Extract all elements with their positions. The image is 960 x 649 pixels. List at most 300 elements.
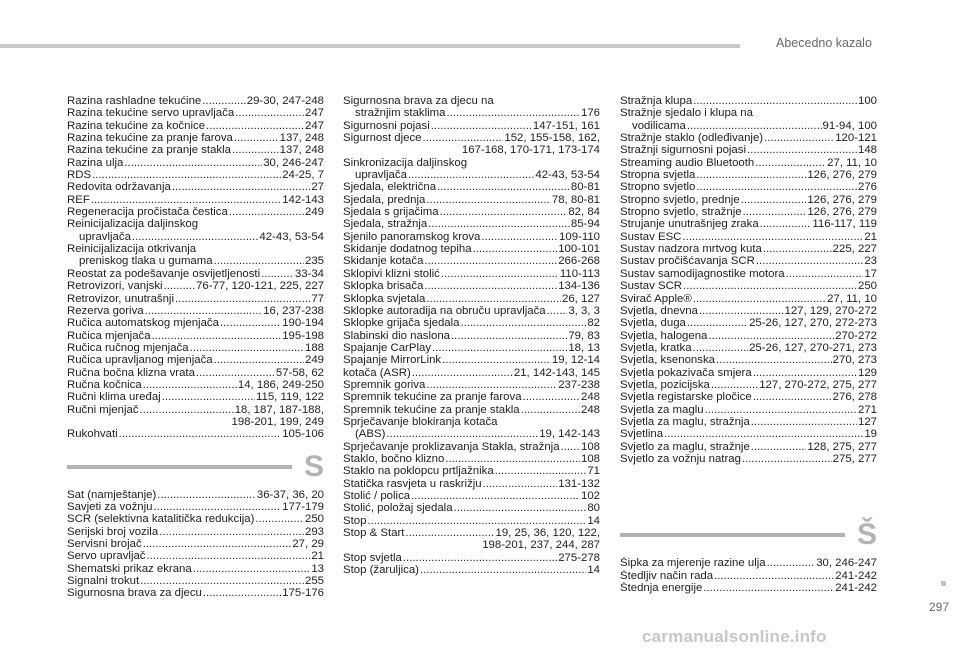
index-entry-line: [67, 416, 324, 428]
dot-leader: [157, 489, 256, 501]
dot-leader: [454, 502, 587, 514]
index-entry: [620, 330, 877, 342]
entry-term: Staklo, bočno klizno: [343, 452, 445, 465]
dot-leader: [767, 557, 816, 569]
index-entry-line: [67, 501, 324, 513]
index-entry: [67, 95, 324, 107]
entry-pages: 42-43, 53-54: [535, 169, 600, 182]
entry-term: RDS: [67, 169, 92, 182]
entry-pages: 235: [304, 255, 324, 268]
entry-pages: 175-176: [282, 587, 324, 600]
index-entry-line: [67, 379, 324, 391]
entry-pages: 198-201, 237, 244, 287: [482, 539, 600, 552]
index-entry: [343, 293, 600, 305]
index-entry: [620, 428, 877, 440]
index-entry-line: [620, 255, 877, 267]
entry-pages: 85-94: [570, 218, 600, 231]
entry-pages: 27, 11, 10: [827, 156, 877, 169]
index-entry-line: [67, 354, 324, 366]
watermark: carmanualsonline.info: [642, 627, 827, 646]
index-entry-line: [343, 317, 600, 329]
entry-term: Ručna bočna klizna vrata: [67, 366, 195, 379]
dot-leader: [703, 582, 834, 594]
entry-term: Spajanje MirrorLink: [343, 354, 442, 367]
entry-term: Stropno svjetlo: [620, 181, 696, 194]
index-entry: [620, 280, 877, 292]
index-entry-line: [343, 564, 600, 576]
index-entry: [620, 453, 877, 465]
dot-leader: [162, 391, 255, 403]
entry-term: Sklopke autoradija na obruču upravljača: [343, 304, 546, 317]
entry-pages: 127, 270-272, 275, 277: [759, 378, 877, 391]
entry-pages: 110-113: [559, 267, 600, 280]
index-entry: [67, 293, 324, 305]
dot-leader: [693, 342, 749, 354]
index-entry: [343, 379, 600, 391]
entry-term: Sklopke grijača sjedala: [343, 317, 460, 330]
entry-term: Ručni klima uređaj: [67, 391, 161, 404]
index-entry: [67, 194, 324, 206]
dot-leader: [140, 575, 304, 587]
entry-term: Servo upravljač: [67, 550, 146, 563]
dot-leader: [751, 441, 807, 453]
dot-leader: [214, 255, 304, 267]
entry-term: Shematski prikaz ekrana: [67, 562, 192, 575]
index-entry-line: [620, 132, 877, 144]
index-entry: [343, 416, 600, 441]
entry-pages: 148: [857, 144, 877, 157]
index-entry-line: [343, 132, 600, 144]
dot-leader: [411, 490, 580, 502]
dot-leader: [756, 255, 863, 267]
index-entry: [67, 489, 324, 501]
index-entry-line: [67, 330, 324, 342]
index-entry-line: [343, 342, 600, 354]
entry-term: Slabinski dio naslona: [343, 329, 451, 342]
entry-term: Svjetlo za maglu, stražnje: [620, 440, 750, 453]
entry-pages: 91-94, 100: [822, 119, 877, 132]
entry-term: Stop svjetla: [343, 551, 402, 564]
entry-pages: 225, 227: [832, 243, 877, 256]
entry-pages: 241-242: [835, 582, 877, 594]
dot-leader: [190, 342, 304, 354]
entry-term: Sustav samodijagnostike motora: [620, 267, 785, 280]
entry-pages: 271: [857, 403, 877, 416]
entry-term: Sigurnosni pojasi: [343, 119, 430, 132]
index-entry-line: [343, 379, 600, 391]
index-entry-line: [67, 342, 324, 354]
index-entry-line: [620, 95, 877, 107]
entry-pages: 108: [580, 440, 600, 453]
entry-pages: 128, 275, 277: [807, 440, 877, 453]
index-entry-line: [343, 231, 600, 243]
index-entry-line: [620, 181, 877, 193]
dot-leader: [547, 305, 568, 317]
entry-term: Svjetlo za vožnju natrag: [620, 452, 741, 465]
index-entry-line: [620, 169, 877, 181]
entry-term: Svirač Apple®: [620, 292, 692, 305]
index-entry: [620, 367, 877, 379]
entry-term: Strujanje unutrašnjeg zraka: [620, 218, 759, 231]
dot-leader: [420, 564, 586, 576]
entry-pages: 266-268: [558, 255, 600, 268]
dot-leader: [426, 293, 561, 305]
index-entry-line: [343, 144, 600, 156]
entry-term: Serijski broj vozila: [67, 525, 159, 538]
index-entry-line: [343, 367, 600, 379]
dot-leader: [473, 243, 558, 255]
entry-pages: 108: [580, 452, 600, 465]
entry-pages: 126, 276, 279: [807, 169, 877, 182]
index-entry-line: [343, 194, 600, 206]
entry-term: Spremnik tekućine za pranje farova: [343, 391, 522, 404]
entry-term: Svjetla, kratka: [620, 341, 692, 354]
index-entry-line: [67, 575, 324, 587]
index-entry: [620, 95, 877, 107]
entry-pages: 105-106: [282, 428, 324, 441]
entry-term: Svjetla, duga: [620, 317, 686, 330]
entry-term: Stropno svjetlo, prednje: [620, 193, 740, 206]
entry-pages: 19, 142-143: [539, 428, 600, 441]
index-entry-line: [620, 379, 877, 391]
index-entry-line: [343, 255, 600, 267]
entry-pages: 127: [857, 415, 877, 428]
index-entry: [67, 268, 324, 280]
entry-pages: 19: [864, 428, 877, 441]
index-entry-line: [343, 515, 600, 527]
index-entry-line: [67, 132, 324, 144]
index-entry: [620, 379, 877, 391]
index-entry-line: [620, 557, 877, 569]
index-entry-line: [67, 587, 324, 599]
index-entry-line: [343, 539, 600, 551]
index-entry-line: [620, 317, 877, 329]
index-entry: [67, 181, 324, 193]
dot-leader: [202, 95, 245, 107]
index-entry-line: [343, 428, 600, 440]
entry-pages: 100: [857, 95, 877, 107]
index-entry-line: [620, 107, 877, 119]
index-entry-line: [620, 218, 877, 230]
entry-term: Reinicijalizacija daljinskog: [67, 218, 199, 231]
index-entry-line: [67, 169, 324, 181]
index-entry: [343, 181, 600, 193]
entry-pages: 134-136: [558, 280, 600, 293]
index-entry: [67, 280, 324, 292]
entry-term: Stražnje sjedalo i klupa na: [620, 107, 753, 120]
index-entry: [343, 317, 600, 329]
index-entry-line: [343, 95, 600, 107]
dot-leader: [696, 181, 857, 193]
entry-term: Spremnik tekućine za pranje stakla: [343, 403, 520, 416]
entry-pages: 24-25, 7: [282, 169, 324, 182]
index-entry: [343, 490, 600, 502]
index-entry-line: [343, 157, 600, 169]
index-entry: [620, 391, 877, 403]
entry-term: Sustav nadzora mrtvog kuta: [620, 243, 762, 256]
index-entry: [67, 305, 324, 317]
index-entry-line: [620, 330, 877, 342]
index-entry-line: [67, 181, 324, 193]
entry-term: Svjetla za maglu: [620, 403, 704, 416]
entry-pages: 27: [311, 181, 324, 194]
entry-term: Sjedala, električna: [343, 181, 437, 194]
index-entry: [343, 231, 600, 243]
dot-leader: [764, 132, 834, 144]
entry-term: Sustav SCR: [620, 280, 683, 293]
index-entry: [343, 243, 600, 255]
index-entry-line: [620, 194, 877, 206]
dot-leader: [442, 354, 551, 366]
dot-leader: [451, 330, 567, 342]
index-entry: [343, 564, 600, 576]
entry-term: Staklo na poklopcu prtljažnika: [343, 465, 494, 478]
index-entry: [343, 255, 600, 267]
dot-leader: [408, 169, 534, 181]
index-entry-line: [343, 181, 600, 193]
index-entry: [620, 231, 877, 243]
entry-pages: 16, 237-238: [263, 304, 324, 317]
entry-pages: 127, 129, 270-272: [784, 304, 877, 317]
entry-term: Signalni trokut: [67, 575, 140, 588]
entry-term: Svjetla, ksenonska: [620, 354, 715, 367]
entry-term: SCR (selektivna katalitička redukcija): [67, 513, 255, 526]
index-entry: [67, 379, 324, 391]
index-entry-line: [67, 293, 324, 305]
entry-term: Razina rashladne tekućine: [67, 95, 202, 107]
entry-pages: 126, 276, 279: [807, 193, 877, 206]
index-entry: [343, 120, 600, 132]
entry-term: Sprječavanje blokiranja kotača: [343, 415, 498, 428]
entry-pages: 188: [304, 341, 324, 354]
entry-term: Stražnja klupa: [620, 95, 693, 107]
index-entry: [620, 342, 877, 354]
index-entry-line: [67, 95, 324, 107]
dot-leader: [431, 120, 532, 132]
index-entry: [67, 587, 324, 599]
index-entry: [620, 218, 877, 230]
index-entry: [343, 194, 600, 206]
dot-leader: [91, 194, 281, 206]
entry-term: preniskog tlaka u gumama: [79, 255, 213, 268]
index-entry: [67, 354, 324, 366]
index-entry: [67, 428, 324, 440]
dot-leader: [711, 379, 758, 391]
index-entry-line: [67, 255, 324, 267]
entry-term: Stolić, položaj sjedala: [343, 502, 453, 515]
dot-leader: [261, 268, 294, 280]
index-entry-line: [343, 391, 600, 403]
dot-leader: [461, 317, 587, 329]
index-column-3: [620, 95, 877, 594]
entry-term: Sustav ESC: [620, 230, 682, 243]
dot-leader: [664, 428, 863, 440]
dot-leader: [405, 527, 494, 539]
entry-term: Sustav pročišćavanja SCR: [620, 255, 755, 268]
index-entry: [67, 513, 324, 525]
entry-pages: 25-26, 127, 270-271, 273: [749, 341, 877, 354]
entry-pages: 109-110: [559, 230, 600, 243]
entry-term: Sprječavanje proklizavanja Stakla, stražnja: [343, 440, 560, 453]
dot-leader: [432, 342, 567, 354]
dot-leader: [159, 526, 304, 538]
index-entry: [620, 354, 877, 366]
entry-term: Reostat za podešavanje osvijetljenosti: [67, 267, 261, 280]
dot-leader: [699, 305, 784, 317]
index-column-2: [343, 95, 600, 576]
entry-term: Reinicijalizacija otkrivanja: [67, 243, 197, 256]
entry-pages: 276, 278: [832, 391, 877, 404]
index-entry-line: [67, 550, 324, 562]
index-entry-line: [67, 317, 324, 329]
index-entry-line: [67, 305, 324, 317]
dot-leader: [437, 181, 570, 193]
index-entry-line: [67, 218, 324, 230]
entry-pages: 270-272: [835, 329, 877, 342]
index-entry: [620, 268, 877, 280]
index-entry: [620, 169, 877, 181]
dot-leader: [760, 218, 812, 230]
index-entry: [67, 157, 324, 169]
dot-leader: [751, 416, 857, 428]
index-entry: [67, 550, 324, 562]
entry-term: Ručica ručnog mjenjača: [67, 341, 189, 354]
dot-leader: [175, 293, 310, 305]
dot-leader: [693, 293, 826, 305]
index-entry-line: [343, 293, 600, 305]
index-entry-line: [67, 513, 324, 525]
dot-leader: [203, 587, 281, 599]
index-entry-line: [343, 441, 600, 453]
entry-pages: 79, 83: [568, 329, 600, 342]
index-entry-line: [620, 582, 877, 594]
index-entry: [67, 538, 324, 550]
letter-divider: [620, 519, 877, 553]
dot-leader: [255, 513, 304, 525]
entry-pages: 57-58, 62: [275, 366, 324, 379]
entry-pages: 293: [304, 525, 324, 538]
index-entry: [620, 317, 877, 329]
index-entry-line: [620, 305, 877, 317]
entry-pages: 237-238: [558, 378, 600, 391]
index-entry-line: [620, 428, 877, 440]
entry-pages: 25-26, 127, 270, 272-273: [749, 317, 877, 330]
entry-term: Stropno svjetlo, stražnje: [620, 206, 742, 219]
dot-leader: [714, 570, 834, 582]
dot-leader: [696, 169, 806, 181]
entry-term: Sjedala, prednja: [343, 193, 426, 206]
index-entry: [343, 95, 600, 120]
index-entry-line: [620, 293, 877, 305]
dot-leader: [424, 255, 557, 267]
dot-leader: [145, 305, 263, 317]
entry-pages: 137, 248: [279, 132, 324, 145]
index-entry-line: [343, 218, 600, 230]
entry-term: Štednja energije: [620, 582, 703, 594]
entry-pages: 247: [304, 119, 324, 132]
index-entry-line: [620, 342, 877, 354]
entry-pages: 36-37, 36, 20: [256, 488, 324, 501]
index-entry-line: [343, 404, 600, 416]
entry-pages: 241-242: [835, 569, 877, 582]
entry-pages: 116-117, 119: [812, 218, 877, 231]
entry-term: Sigurnost djece: [343, 132, 422, 145]
dot-leader: [426, 379, 557, 391]
dot-leader: [143, 379, 237, 391]
entry-pages: 18, 187, 187-188,: [234, 403, 324, 416]
entry-term: Retrovizori, vanjski: [67, 280, 163, 293]
entry-pages: 21: [311, 550, 324, 563]
index-entry: [67, 169, 324, 181]
entry-pages: 275, 277: [832, 452, 877, 465]
index-entry: [67, 367, 324, 379]
dot-leader: [763, 243, 832, 255]
index-entry-line: [67, 563, 324, 575]
entry-term: Stop (žaruljica): [343, 564, 419, 577]
index-entry-line: [343, 120, 600, 132]
page-marker: [941, 581, 946, 586]
index-entry-line: [343, 490, 600, 502]
index-entry-line: [620, 570, 877, 582]
index-entry-line: [343, 107, 600, 119]
index-entry-line: [343, 465, 600, 477]
dot-leader: [682, 231, 863, 243]
entry-pages: 13: [311, 562, 324, 575]
entry-term: Streaming audio Bluetooth: [620, 156, 755, 169]
index-entry: [67, 526, 324, 538]
entry-pages: 250: [304, 513, 324, 526]
entry-pages: 120-121: [835, 132, 877, 145]
index-entry: [67, 107, 324, 119]
entry-pages: 270, 273: [832, 354, 877, 367]
index-entry: [67, 575, 324, 587]
entry-term: Ručna kočnica: [67, 378, 142, 391]
index-entry-line: [620, 404, 877, 416]
entry-term: Sjedala s grijačima: [343, 206, 439, 219]
dot-leader: [193, 563, 311, 575]
entry-term: Razina tekućine servo upravljača: [67, 107, 235, 120]
divider-rule: [620, 533, 845, 537]
entry-pages: 76-77, 120-121, 225, 227: [196, 280, 324, 293]
index-entry: [620, 107, 877, 132]
entry-term: Sjenilo panoramskog krova: [343, 230, 481, 243]
entry-term: Sjedala, stražnja: [343, 218, 428, 231]
entry-term: Razina tekućine za pranje stakla: [67, 144, 231, 157]
index-entry-line: [67, 120, 324, 132]
entry-term: Svjetla pokazivača smjera: [620, 366, 752, 379]
dot-leader: [412, 367, 513, 379]
entry-term: Šipka za mjerenje razine ulja: [620, 557, 766, 570]
index-entry-line: [343, 280, 600, 292]
entry-term: stražnjim staklima: [355, 107, 446, 120]
index-entry-line: [343, 416, 600, 428]
index-entry: [343, 157, 600, 182]
index-entry-line: [67, 194, 324, 206]
index-entry: [620, 157, 877, 169]
entry-term: Ručni mjenjač: [67, 403, 139, 416]
entry-pages: 82: [587, 317, 600, 330]
index-entry: [343, 391, 600, 403]
index-entry: [67, 317, 324, 329]
entry-term: Redovita održavanja: [67, 181, 171, 194]
index-entry-line: [343, 527, 600, 539]
index-entry-line: [620, 157, 877, 169]
index-entry: [343, 502, 600, 514]
index-entry: [620, 557, 877, 569]
index-entry: [620, 441, 877, 453]
index-entry-line: [67, 206, 324, 218]
dot-leader: [172, 181, 310, 193]
